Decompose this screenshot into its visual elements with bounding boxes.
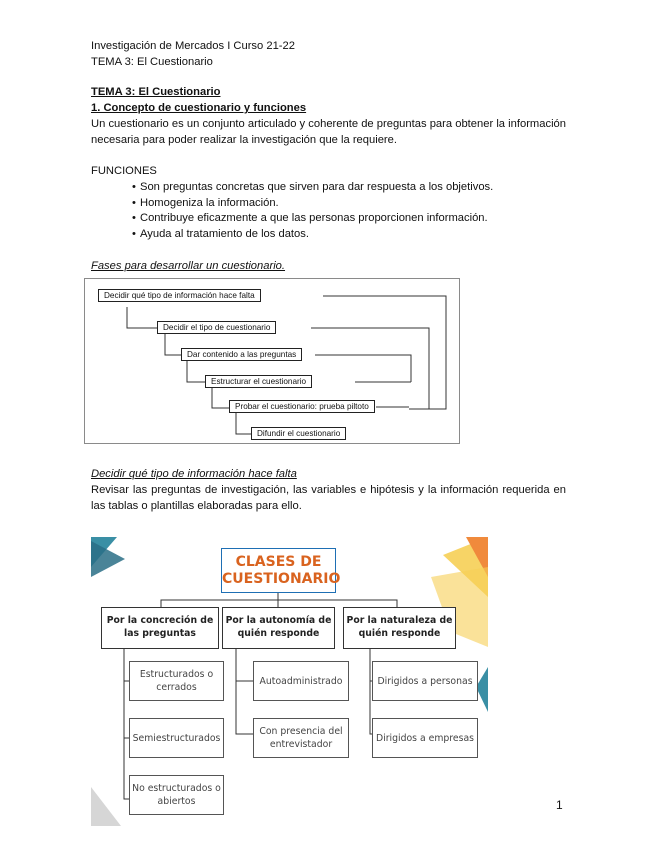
page-header [91,39,295,70]
list-item: • Homogeniza la información. [132,196,493,212]
item-semiestructurados: Semiestructurados [129,718,224,758]
course-title: Investigación de Mercados I Curso 21-22 [91,40,295,52]
funciones-label: FUNCIONES [91,165,157,177]
clases-title-line1: CLASES DE [235,554,322,570]
category-concrecion: Por la concreción de las preguntas [101,607,219,649]
decidir-paragraph: Revisar las preguntas de investigación, las variables e hipótesis y la información requerida en las tablas o plantillas elaboradas para ello. [91,484,566,512]
section-heading: 1. Concepto de cuestionario y funciones [91,102,307,114]
fase-step-5: Probar el cuestionario: prueba piltoto [229,400,375,413]
definition-paragraph: Un cuestionario es un conjunto articulado y coherente de preguntas para obtener la información necesaria para poder realizar la investigación que la requiere. [91,118,566,146]
list-item: • Ayuda al tratamiento de los datos. [132,227,493,243]
item-dirigidos-personas: Dirigidos a personas [372,661,478,701]
fase-step-1: Decidir qué tipo de información hace falta [98,289,261,302]
funciones-list [132,180,493,243]
list-item: • Son preguntas concretas que sirven para dar respuesta a los objetivos. [132,180,493,196]
fase-step-4: Estructurar el cuestionario [205,375,312,388]
fase-step-2: Decidir el tipo de cuestionario [157,321,276,334]
page-number: 1 [556,798,563,812]
category-autonomia: Por la autonomía de quién responde [222,607,335,649]
clases-title [221,548,341,593]
tema-title: TEMA 3: El Cuestionario [91,86,221,98]
topic-title: TEMA 3: El Cuestionario [91,55,213,68]
fases-diagram [84,278,460,444]
list-item: • Contribuye eficazmente a que las personas proporcionen información. [132,211,493,227]
category-naturaleza: Por la naturaleza de quién responde [343,607,456,649]
item-autoadministrado: Autoadministrado [253,661,349,701]
fase-step-3: Dar contenido a las preguntas [181,348,302,361]
fases-connectors [85,279,461,445]
decidir-title: Decidir qué tipo de información hace falta [91,468,297,480]
fases-title: Fases para desarrollar un cuestionario. [91,260,286,272]
fase-step-6: Difundir el cuestionario [251,427,346,440]
item-dirigidos-empresas: Dirigidos a empresas [372,718,478,758]
item-estructurados: Estructurados o cerrados [129,661,224,701]
item-no-estructurados: No estructurados o abiertos [129,775,224,815]
clases-diagram [91,537,488,826]
item-con-presencia: Con presencia del entrevistador [253,718,349,758]
clases-title-line2: CUESTIONARIO [222,571,341,587]
